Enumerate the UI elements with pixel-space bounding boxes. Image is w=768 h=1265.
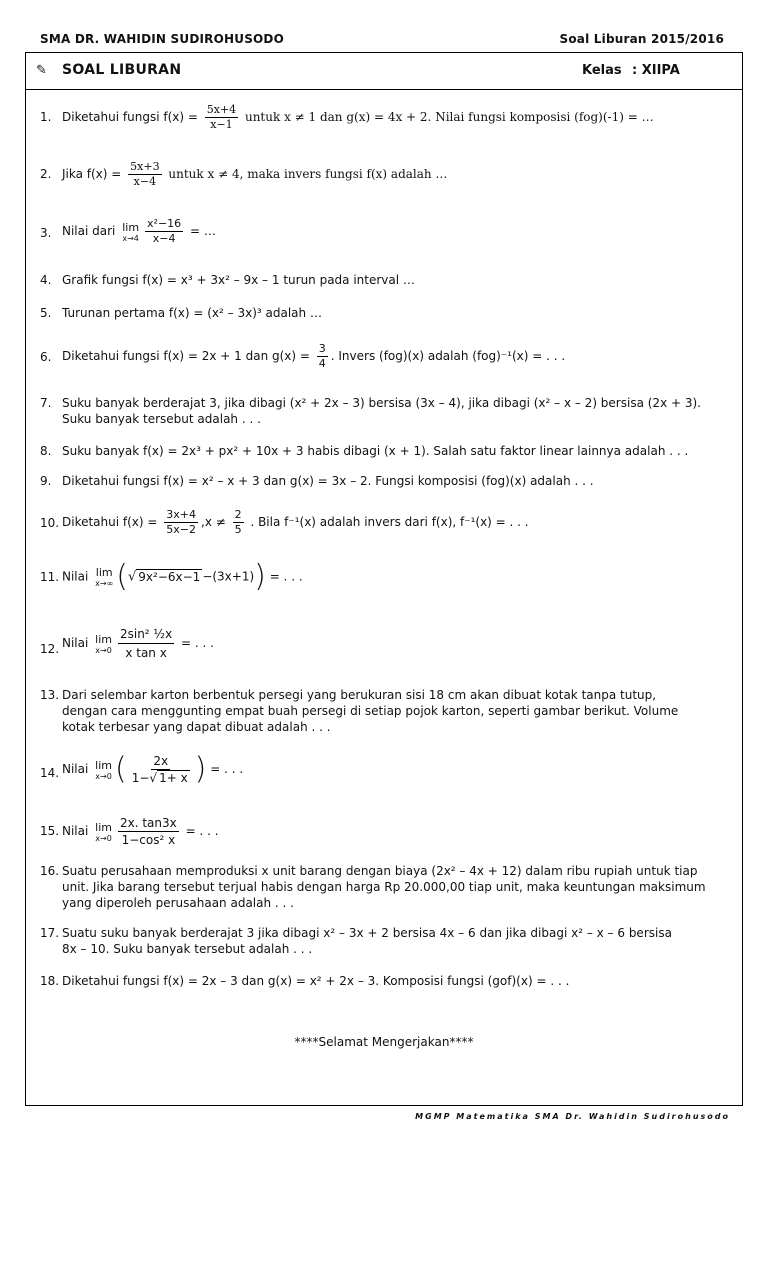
kelas-value: : XIIPA <box>632 63 680 78</box>
fraction: $\frac{\text{2sin² ½x}}{\text{x tan x}}$ <box>119 627 173 660</box>
question-text: yang diperoleh perusahaan adalah . . . <box>62 896 294 910</box>
question-text: untuk x ≠ 4, maka invers fungsi f(x) adalah … <box>164 167 448 181</box>
question-text: Suku banyak berderajat 3, jika dibagi (x² + 2x – 3) bersisa (3x – 4), jika dibagi (x² – x – 2) bersisa (2x + 3). <box>62 396 701 410</box>
question-number: 8. <box>40 444 52 458</box>
question-text: Dari selembar karton berbentuk persegi yang berukuran sisi 18 cm akan dibuat kotak tanpa tutup, <box>62 688 657 702</box>
footer-credit: MGMP Matematika SMA Dr. Wahidin Sudirohusodo <box>415 1112 730 1121</box>
question-text: Suku banyak f(x) = 2x³ + px² + 10x + 3 habis dibagi (x + 1). Salah satu faktor linear lainnya adalah . . . <box>62 444 689 458</box>
question-text: . Invers (fog)(x) adalah (fog)⁻¹(x) = . . . <box>330 349 566 363</box>
question-text: untuk x ≠ 1 dan g(x) = 4x + 2. Nilai fungsi komposisi (fog)(-1) = … <box>241 110 654 124</box>
question-number: 2. <box>40 167 52 181</box>
fraction: $\frac{2x. \tan 3x}{\text{1−cos² x}}$ <box>119 816 177 847</box>
question-text: Diketahui fungsi f(x) = x² – x + 3 dan g(x) = 3x – 2. Fungsi komposisi (fog)(x) adalah . . . <box>62 474 594 488</box>
question-text: Nilai dari <box>62 224 120 238</box>
limit: lim x→4 <box>122 220 140 243</box>
question-text: . Bila f⁻¹(x) adalah invers dari f(x), f⁻¹(x) = . . . <box>246 515 529 529</box>
fraction: $\frac{2x}{1-√ 1+ x}$ <box>131 754 188 785</box>
limit: lim x→0 <box>95 820 112 843</box>
question-text: Nilai <box>62 762 93 776</box>
question-text: unit. Jika barang tersebut terjual habis dengan harga Rp 20.000,00 tiap unit, maka keuntungan maksimum <box>62 880 706 894</box>
question-number: 11. <box>40 570 60 584</box>
question-text: Diketahui f(x) = <box>62 515 162 529</box>
question-number: 16. <box>40 864 60 878</box>
page-title: SOAL LIBURAN <box>62 62 182 78</box>
question-number: 9. <box>40 474 52 488</box>
fraction: $\frac{3x+4}{5x-2}$ <box>166 508 197 536</box>
term-label: Soal Liburan 2015/2016 <box>559 32 724 46</box>
question-text: ,x ≠ <box>201 515 230 529</box>
question-text: 8x – 10. Suku banyak tersebut adalah . . . <box>62 942 313 956</box>
title-bar <box>26 53 742 90</box>
question-text: kotak terbesar yang dapat dibuat adalah . . . <box>62 720 331 734</box>
question-number: 18. <box>40 974 60 988</box>
question-text: Diketahui fungsi f(x) = 2x – 3 dan g(x) = x² + 2x – 3. Komposisi fungsi (gof)(x) = . . . <box>62 974 570 988</box>
question-text: Suatu perusahaan memproduksi x unit barang dengan biaya (2x² – 4x + 12) dalam ribu rupiah untuk tiap <box>62 864 698 878</box>
question-text: Suku banyak tersebut adalah . . . <box>62 412 261 426</box>
question-text: Jika f(x) = <box>62 167 126 181</box>
question-text: = . . . <box>181 824 219 838</box>
question-number: 1. <box>40 110 52 124</box>
question-number: 14. <box>40 766 60 780</box>
radicand: 9x²−6x−1 <box>138 569 201 584</box>
question-text: Diketahui fungsi f(x) = 2x + 1 dan g(x) = <box>62 349 314 363</box>
question-text: Diketahui fungsi f(x) = <box>62 110 202 124</box>
question-number: 12. <box>40 642 60 656</box>
fraction: $\frac{5x+4}{x-1}$ <box>206 103 237 131</box>
question-number: 17. <box>40 926 60 940</box>
question-text: −(3x+1) <box>202 569 255 584</box>
question-number: 4. <box>40 273 52 287</box>
worksheet: ✎ SOAL LIBURAN Kelas : XIIPA 1. Diketahui fungsi f(x) = $\frac{5x+4}{x-1}$ untuk x ≠ 1 dan g(x) = 4x + 2. Nilai fungsi komposisi (fog)(-1) = … 2. Jika f(x) = $\frac{5x+3}{x-4}$ untuk x ≠ 4, maka invers fungsi f(x) adalah … 3. Nilai dari lim x→4 $\frac{\text{x²−16}}{x-4}$ = … 4. Grafik fungsi f(x) = x³ + 3x² – 9x – 1 turun pada interval … 5. Turunan pertama f(x) = (x² – 3x)³ adalah … 6. Diketahui fungsi f(x) = 2x + 1 dan g(x) = $\frac{3}{4}$ . Invers (fog)(x) adalah (fog)⁻¹(x) = . . . 7. Suku banyak berderajat 3, jika dibagi (x² + 2x – 3) bersisa (3x – 4), jika dibagi (x² – x – 2) bersisa (2x + 3). Suku banyak tersebut adalah . . . 8. Suku banyak f(x) = 2x³ + px² + 10x + 3 habis dibagi (x + 1). Salah satu faktor linear lainnya adalah . . . 9. Diketahui fungsi f(x) = x² – x + 3 dan g(x) = 3x – 2. Fungsi komposisi (fog)(x) adalah . . . 10. Diketahui f(x) = $\frac{3x+4}{5x-2}$ ,x ≠ $\frac{2}{5}$ . Bila f⁻¹(x) adalah invers dari f(x), f⁻¹(x) = . . . 11. Nilai lim x→∞ (√ 9x²−6x−1 −(3x+1)) = . . . 12. Nilai lim x→0 $\frac{\text{2sin² ½x}}{\text{x tan x}}$ = . . . 13. Dari selembar karton berbentuk persegi yang berukuran sisi 18 cm akan dibuat kotak tanpa tutup, dengan cara menggunting empat buah persegi di setiap pojok karton, seperti gambar berikut. Volume kotak terbesar yang dapat dibuat adalah . . . 14. Nilai lim x→0 ( $\frac{2x}{1-√ 1+ x}$ ) = . . . 15. Nilai lim x→0 $\frac{2x. \tan 3x}{\text{1−cos² x}}$ = . . . 16. Suatu perusahaan memproduksi x unit barang dengan biaya (2x² – 4x + 12) dalam ribu rupiah untuk tiap unit. Jika barang tersebut terjual habis dengan harga Rp 20.000,00 tiap unit, maka keuntungan maksimum yang diperoleh perusahaan adalah . . . 17. Suatu suku banyak berderajat 3 jika dibagi x² – 3x + 2 bersisa 4x – 6 dan jika dibagi x² – x – 6 bersisa 8x – 10. Suku banyak tersebut adalah . . . 18. Diketahui fungsi f(x) = 2x – 3 dan g(x) = x² + 2x – 3. Komposisi fungsi (gof)(x) = . . . ****Selamat Mengerjakan**** <box>25 52 743 1106</box>
question-text: Nilai <box>62 569 93 584</box>
question-number: 7. <box>40 396 52 410</box>
kelas-label: Kelas <box>582 63 622 78</box>
fraction: $\frac{\text{x²−16}}{x-4}$ <box>147 217 182 245</box>
question-text: = . . . <box>206 762 244 776</box>
school-name: SMA DR. WAHIDIN SUDIROHUSODO <box>40 32 284 46</box>
fraction: $\frac{3}{4}$ <box>318 342 326 370</box>
limit: lim x→0 <box>95 632 112 655</box>
closing-message: ****Selamat Mengerjakan**** <box>294 1035 474 1049</box>
pencil-icon: ✎ <box>36 63 47 78</box>
question-text: Grafik fungsi f(x) = x³ + 3x² – 9x – 1 turun pada interval … <box>62 273 415 287</box>
question-text: = . . . <box>265 569 303 584</box>
question-number: 5. <box>40 306 52 320</box>
question-number: 6. <box>40 350 52 364</box>
question-number: 15. <box>40 824 60 838</box>
question-text: Nilai <box>62 824 93 838</box>
fraction: $\frac{5x+3}{x-4}$ <box>130 160 160 188</box>
question-text: = . . . <box>177 636 214 650</box>
question-text: Turunan pertama f(x) = (x² – 3x)³ adalah … <box>62 306 322 320</box>
question-number: 10. <box>40 516 60 530</box>
fraction: $\frac{2}{5}$ <box>234 508 242 536</box>
limit: lim x→∞ <box>95 566 114 588</box>
limit: lim x→0 <box>95 758 112 781</box>
question-text: dengan cara menggunting empat buah persegi di setiap pojok karton, seperti gambar berikut. Volume <box>62 704 679 718</box>
question-text: Suatu suku banyak berderajat 3 jika dibagi x² – 3x + 2 bersisa 4x – 6 dan jika dibagi x² – x – 6 bersisa <box>62 926 672 940</box>
question-number: 13. <box>40 688 60 702</box>
question-number: 3. <box>40 226 52 240</box>
question-text: Nilai <box>62 636 93 650</box>
question-text: = … <box>186 224 216 238</box>
